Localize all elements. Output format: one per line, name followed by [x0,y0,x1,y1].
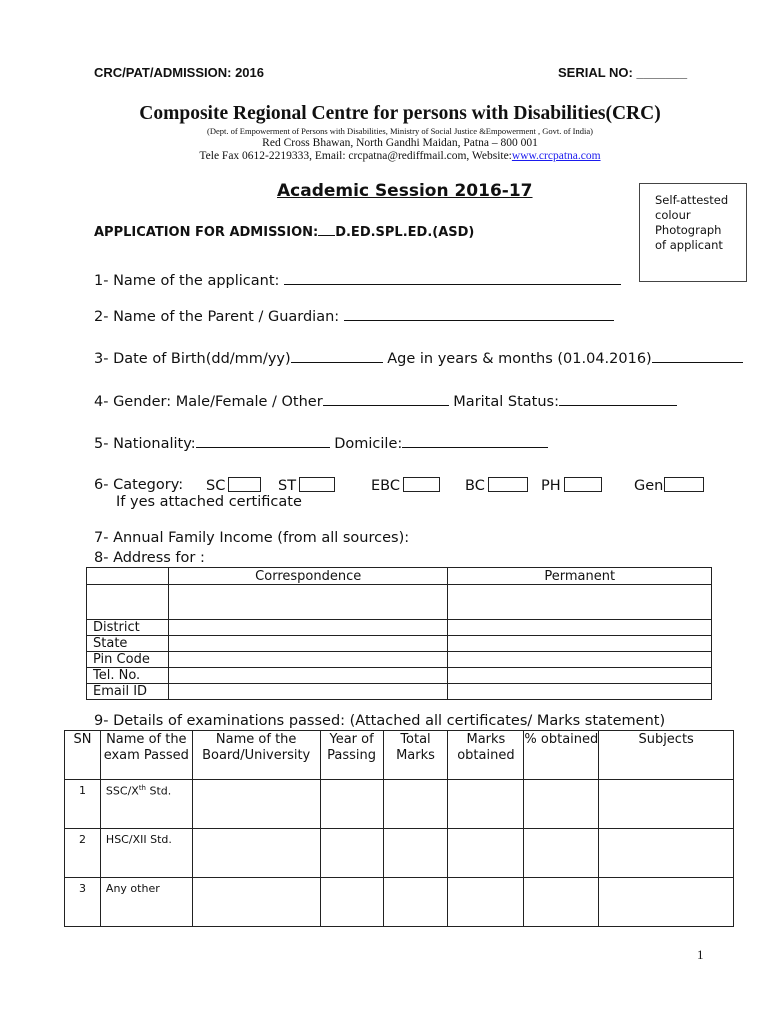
org-contact [0,150,770,162]
correspondence-district-cell[interactable] [168,620,448,636]
exam-subjects-cell[interactable] [599,878,734,927]
session-title: Academic Session 2016-17 [277,181,533,201]
address-main-label [87,585,169,620]
exam-board-cell[interactable] [192,780,320,829]
question-7: 7- Annual Family Income (from all sources): [94,530,410,546]
photo-box-line: Photograph [655,223,722,237]
exam-header-subjects: Subjects [599,731,734,780]
marital-status-field[interactable] [559,393,677,406]
exam-year-cell[interactable] [320,780,383,829]
category-bc-checkbox[interactable] [488,477,528,492]
serial-number-field[interactable]: SERIAL NO: _______ [558,65,688,80]
exam-row-name [100,780,192,829]
question-4 [94,393,677,410]
correspondence-address-cell[interactable] [168,585,448,620]
application-line [94,225,474,240]
category-gen-label: Gen [634,478,664,494]
exam-row-sn: 1 [65,780,101,829]
exam-percent-cell[interactable] [524,780,599,829]
address-row-email [87,684,712,700]
exam-row-name: Any other [100,878,192,927]
exam-board-cell[interactable] [192,878,320,927]
exam-marks-obtained-cell[interactable] [448,780,524,829]
correspondence-email-cell[interactable] [168,684,448,700]
exam-row [65,780,734,829]
address-row-label: State [87,636,169,652]
correspondence-pincode-cell[interactable] [168,652,448,668]
exam-board-cell[interactable] [192,829,320,878]
q3-age-label: Age in years & months (01.04.2016) [387,351,652,367]
category-ph-checkbox[interactable] [564,477,602,492]
address-table [86,567,712,700]
question-8: 8- Address for : [94,550,205,566]
photo-box-line: colour [655,208,691,222]
category-st [278,477,335,494]
form-reference-code: CRC/PAT/ADMISSION: 2016 [94,65,264,80]
domicile-field[interactable] [402,435,548,448]
exam-header-sn: SN [65,731,101,780]
address-row-telephone [87,668,712,684]
applicant-name-field[interactable] [284,272,621,285]
exam-row-name-suffix: Std. [146,784,172,798]
q4-marital-label: Marital Status: [453,394,559,410]
q2-label: 2- Name of the Parent / Guardian: [94,309,340,325]
permanent-district-cell[interactable] [448,620,712,636]
photo-box[interactable] [639,183,747,282]
category-sc-label: SC [206,478,226,494]
exam-header-total-marks: Total Marks [383,731,448,780]
exam-subjects-cell[interactable] [599,829,734,878]
nationality-field[interactable] [196,435,330,448]
gender-field[interactable] [323,393,449,406]
permanent-telephone-cell[interactable] [448,668,712,684]
photo-box-line: Self-attested [655,193,729,207]
q5-nationality-label: 5- Nationality: [94,436,196,452]
address-row-label: Tel. No. [87,668,169,684]
exam-row-sn: 3 [65,878,101,927]
q3-dob-label: 3- Date of Birth(dd/mm/yy) [94,351,291,367]
exam-percent-cell[interactable] [524,878,599,927]
category-ph-label: PH [541,478,561,494]
exam-header-year: Year of Passing [320,731,383,780]
exam-row-sn: 2 [65,829,101,878]
address-header-permanent: Permanent [448,568,712,585]
address-row-district [87,620,712,636]
photo-box-line: of applicant [655,238,723,252]
category-bc [465,477,528,494]
exam-total-marks-cell[interactable] [383,780,448,829]
exam-row-name-text: SSC/X [105,784,139,798]
exam-row [65,878,734,927]
exam-marks-obtained-cell[interactable] [448,829,524,878]
category-gen-checkbox[interactable] [664,477,704,492]
exam-row-name-sup: th [138,784,146,792]
org-contact-text: Tele Fax 0612-2219333, Email: crcpatna@rediffmail.com, Website: [199,150,512,162]
exam-percent-cell[interactable] [524,829,599,878]
question-9: 9- Details of examinations passed: (Attached all certificates/ Marks statement) [94,713,666,729]
q5-domicile-label: Domicile: [334,436,403,452]
category-gen [634,477,704,494]
q4-gender-label: 4- Gender: Male/Female / Other [94,394,323,410]
address-header-correspondence: Correspondence [168,568,448,585]
exam-row [65,829,734,878]
correspondence-telephone-cell[interactable] [168,668,448,684]
address-row-label: Email ID [87,684,169,700]
permanent-state-cell[interactable] [448,636,712,652]
address-header-blank [87,568,169,585]
address-row-label: District [87,620,169,636]
category-sc [206,477,261,494]
exam-table [64,730,734,927]
category-note: If yes attached certificate [116,494,302,510]
org-website-link[interactable]: www.crcpatna.com [511,150,601,162]
exam-header-exam-name: Name of the exam Passed [100,731,192,780]
permanent-email-cell[interactable] [448,684,712,700]
application-course: D.ED.SPL.ED.(ASD) [335,225,475,240]
address-row-label: Pin Code [87,652,169,668]
question-1 [94,272,621,289]
correspondence-state-cell[interactable] [168,636,448,652]
permanent-address-cell[interactable] [448,585,712,620]
org-address: Red Cross Bhawan, North Gandhi Maidan, Patna – 800 001 [262,137,538,149]
page-number: 1 [697,947,704,962]
question-3 [94,350,743,367]
address-main-row [87,585,712,620]
exam-total-marks-cell[interactable] [383,878,448,927]
question-6 [94,477,183,493]
category-ebc [371,477,440,494]
exam-year-cell[interactable] [320,829,383,878]
category-bc-label: BC [465,478,485,494]
exam-header-board: Name of the Board/University [192,731,320,780]
question-5 [94,435,548,452]
exam-header-marks-obtained: Marks obtained [448,731,524,780]
category-st-checkbox[interactable] [299,477,335,492]
category-ph [541,477,602,494]
permanent-pincode-cell[interactable] [448,652,712,668]
exam-subjects-cell[interactable] [599,780,734,829]
exam-table-header [65,731,734,780]
exam-row-name: HSC/XII Std. [100,829,192,878]
exam-header-percent: % obtained [524,731,599,780]
dob-field[interactable] [291,350,383,363]
q6-label: 6- Category: [94,477,184,493]
category-sc-checkbox[interactable] [228,477,261,492]
org-department: (Dept. of Empowerment of Persons with Disabilities, Ministry of Social Justice &Empowerment , Govt. of India) [207,126,593,136]
age-field[interactable] [652,350,743,363]
exam-year-cell[interactable] [320,878,383,927]
category-st-label: ST [278,478,297,494]
application-label: APPLICATION FOR ADMISSION: [94,225,319,240]
question-2 [94,308,614,325]
address-table-header [87,568,712,585]
q1-label: 1- Name of the applicant: [94,273,280,289]
org-title: Composite Regional Centre for persons with Disabilities(CRC) [139,103,661,124]
exam-total-marks-cell[interactable] [383,829,448,878]
address-row-pincode [87,652,712,668]
address-row-state [87,636,712,652]
guardian-name-field[interactable] [344,308,614,321]
category-ebc-checkbox[interactable] [403,477,440,492]
category-ebc-label: EBC [371,478,400,494]
exam-marks-obtained-cell[interactable] [448,878,524,927]
